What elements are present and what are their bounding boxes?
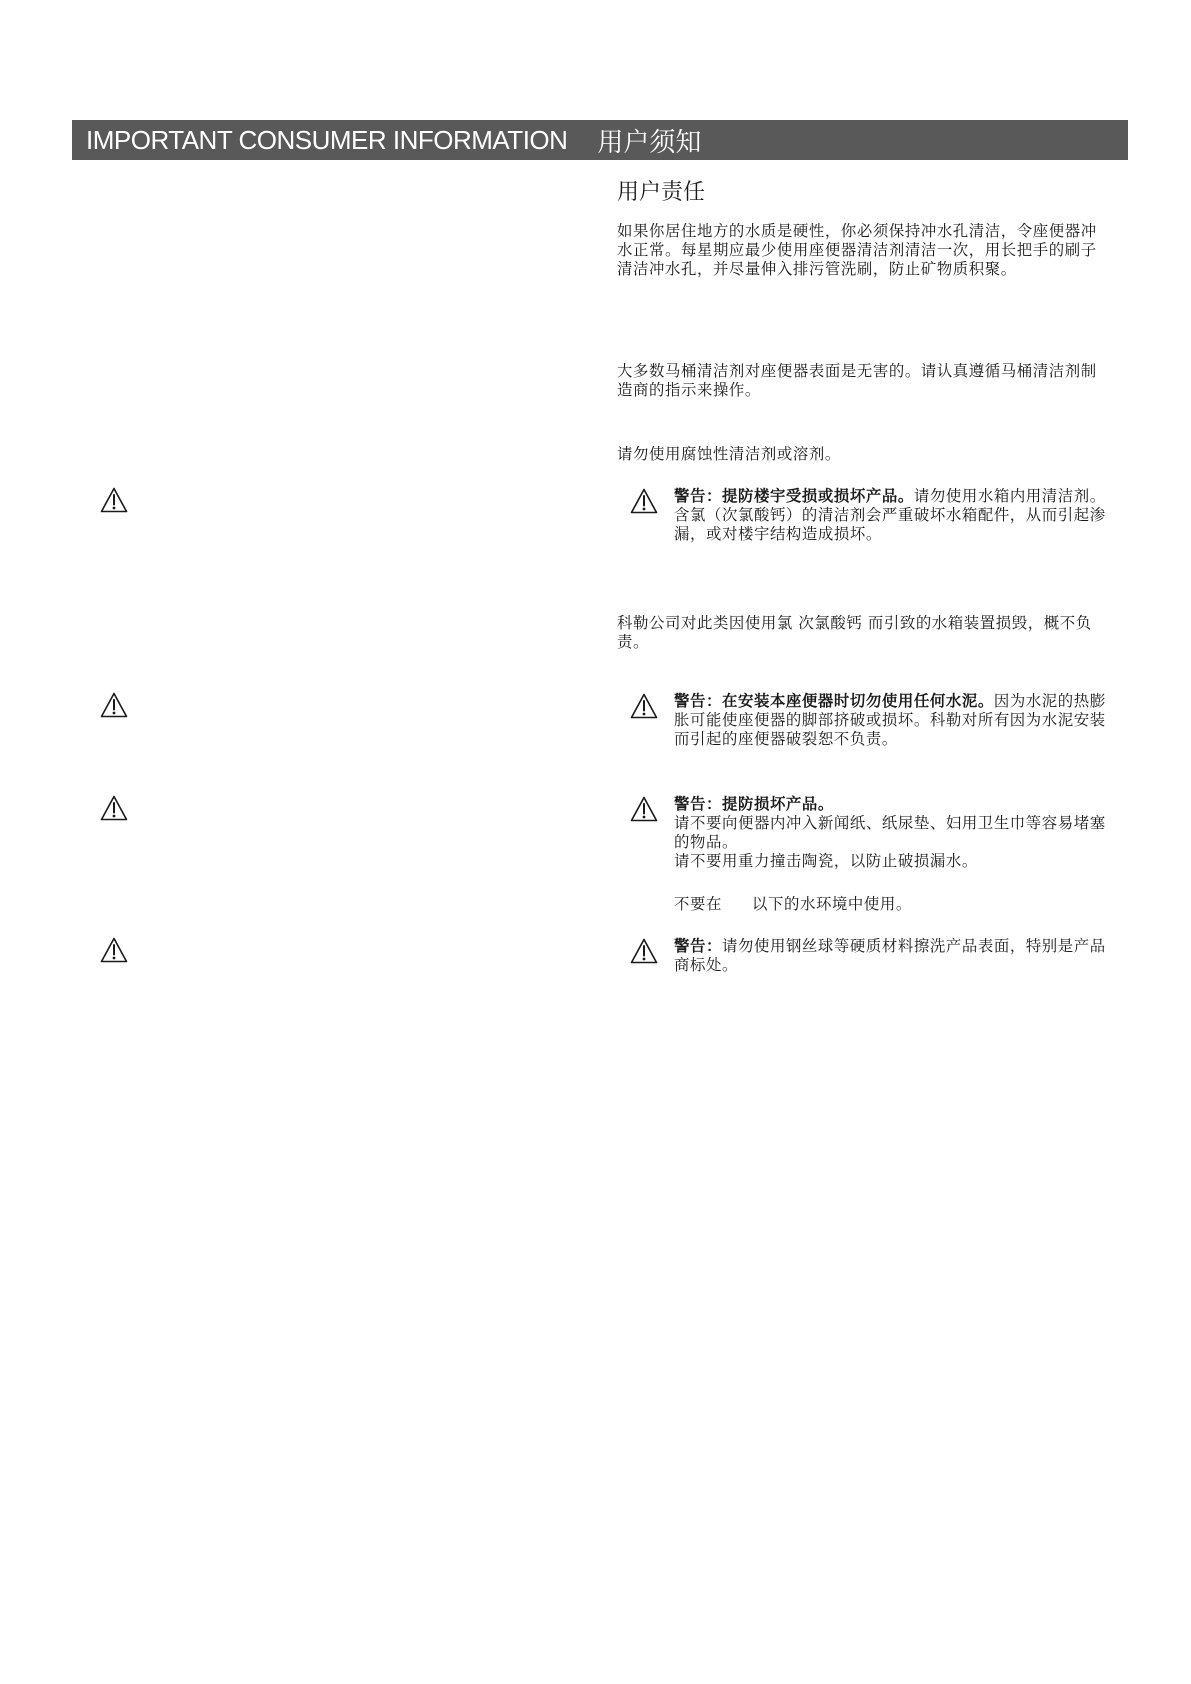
header-title-en: IMPORTANT CONSUMER INFORMATION bbox=[86, 124, 568, 155]
warning-text bbox=[674, 692, 1115, 749]
paragraph-cleaners: 大多数马桶清洁剂对座便器表面是无害的。请认真遵循马桶清洁剂制造商的指示来操作。 bbox=[617, 362, 1097, 399]
warning-no-steel-wool bbox=[630, 937, 1115, 975]
warning-triangle-icon bbox=[100, 692, 128, 718]
header-bar bbox=[72, 120, 1128, 160]
header-title-zh: 用户须知 bbox=[597, 127, 702, 158]
note-after: 以下的水环境中使用。 bbox=[751, 895, 912, 913]
section-title: 用户责任 bbox=[617, 180, 706, 205]
warning-triangle-icon bbox=[630, 796, 658, 822]
note-before: 不要在 bbox=[674, 895, 722, 913]
paragraph-no-corrosive: 请勿使用腐蚀性清洁剂或溶剂。 bbox=[617, 445, 841, 463]
warning-triangle-icon bbox=[100, 795, 128, 821]
warning-body: 因为水泥的热膨胀可能使座便器的脚部挤破或损坏。科勒对所有因为水泥安装而引起的座便器破裂恕不负责。 bbox=[674, 692, 1106, 748]
warning-triangle-icon bbox=[630, 938, 658, 964]
warning-body: 请勿使用水箱内用清洁剂。含氯（次氯酸钙）的清洁剂会严重破坏水箱配件，从而引起渗漏，或对楼宇结构造成损坏。 bbox=[674, 487, 1106, 543]
warning-triangle-icon bbox=[100, 487, 128, 513]
temperature-note bbox=[674, 895, 912, 914]
warning-body: 请勿使用钢丝球等硬质材料擦洗产品表面，特别是产品商标处。 bbox=[674, 937, 1106, 974]
warning-triangle-icon bbox=[630, 693, 658, 719]
warning-lead: 警告：在安装本座便器时切勿使用任何水泥。 bbox=[674, 692, 994, 710]
warning-line-2: 请不要用重力撞击陶瓷，以防止破损漏水。 bbox=[674, 852, 978, 870]
paragraph-disclaimer: 科勒公司对此类因使用氯 次氯酸钙 而引致的水箱装置损毁，概不负责。 bbox=[617, 614, 1092, 651]
warning-triangle-icon bbox=[100, 937, 128, 963]
warning-line-1: 请不要向便器内冲入新闻纸、纸尿垫、妇用卫生巾等容易堵塞的物品。 bbox=[674, 814, 1106, 851]
warning-building-damage bbox=[630, 487, 1115, 544]
warning-text bbox=[674, 795, 1115, 871]
paragraph-hard-water: 如果你居住地方的水质是硬性，你必须保持冲水孔清洁，令座便器冲水正常。每星期应最少使用座便器清洁剂清洁一次，用长把手的刷子清洁冲水孔，并尽量伸入排污管洗刷，防止矿物质积聚。 bbox=[617, 222, 1097, 278]
warning-triangle-icon bbox=[630, 488, 658, 514]
warning-product-damage bbox=[630, 795, 1115, 871]
warning-lead: 警告：提防损坏产品。 bbox=[674, 795, 834, 813]
warning-text bbox=[674, 487, 1115, 544]
warning-text bbox=[674, 937, 1115, 975]
warning-lead: 警告： bbox=[674, 937, 722, 955]
warning-no-cement bbox=[630, 692, 1115, 749]
warning-lead: 警告：提防楼宇受损或损坏产品。 bbox=[674, 487, 914, 505]
